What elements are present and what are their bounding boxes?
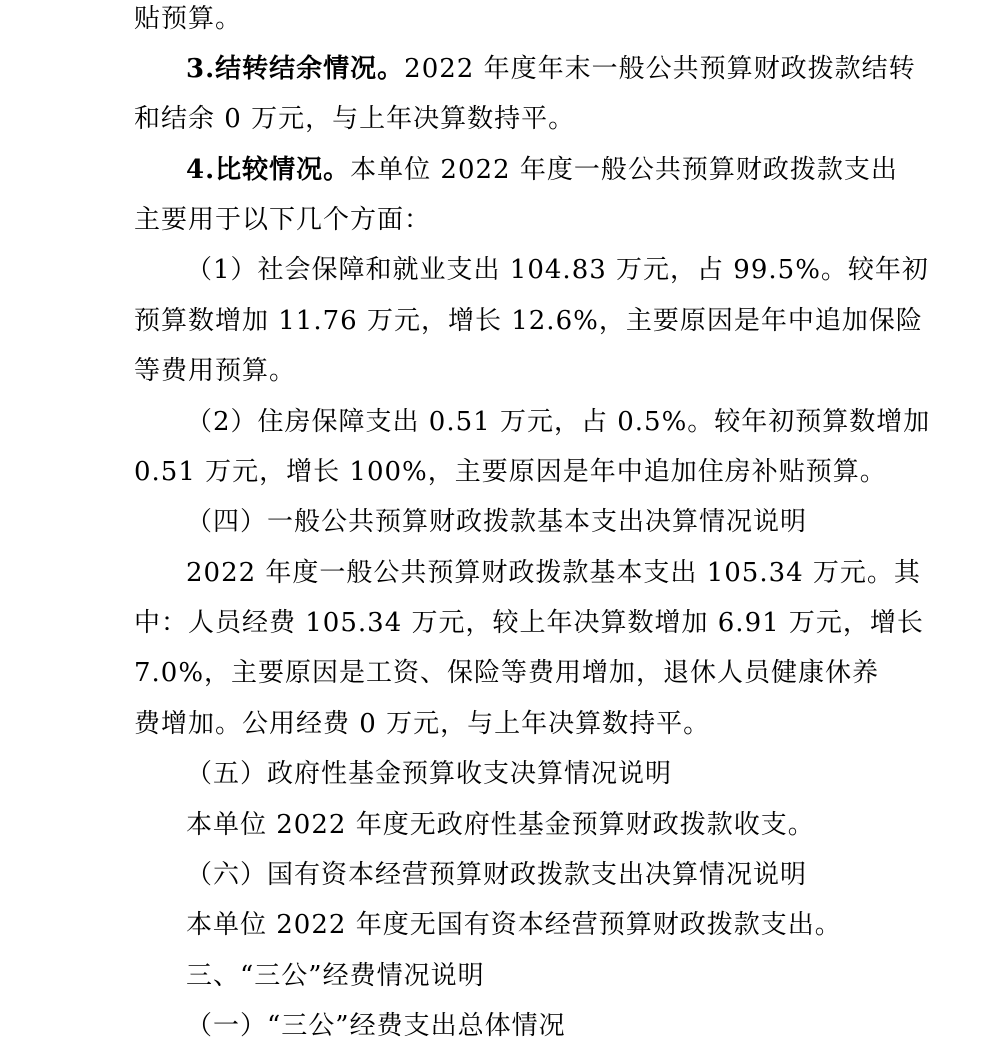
line-text: 费增加。公用经费 0 万元，与上年决算数持平。 — [134, 709, 711, 739]
line-text: 7.0%，主要原因是工资、保险等费用增加，退休人员健康休养 — [134, 658, 880, 688]
line-text: 本单位 2022 年度无政府性基金预算财政拨款收支。 — [186, 810, 815, 840]
text-line-12 — [0, 548, 1000, 598]
heading-text: （四）一般公共预算财政拨款基本支出决算情况说明 — [186, 507, 808, 537]
section-heading-5 — [0, 749, 1000, 799]
text-line-9 — [0, 397, 1000, 447]
chapter-heading-3 — [0, 951, 1000, 1001]
text-line-19 — [0, 900, 1000, 950]
line-text: 等费用预算。 — [134, 356, 297, 386]
line-text: 中：人员经费 105.34 万元，较上年决算数增加 6.91 万元，增长 — [134, 608, 924, 638]
heading-text: （六）国有资本经营预算财政拨款支出决算情况说明 — [186, 860, 808, 890]
text-line-1 — [0, 0, 1000, 44]
line-text: 主要用于以下几个方面： — [134, 205, 432, 235]
text-line-15 — [0, 699, 1000, 749]
section-heading-4 — [0, 497, 1000, 547]
line-text: 本单位 2022 年度无国有资本经营预算财政拨款支出。 — [186, 910, 842, 940]
line-text: 2022 年度年末一般公共预算财政拨款结转 — [404, 54, 916, 84]
text-line-10 — [0, 447, 1000, 497]
text-line-7 — [0, 296, 1000, 346]
section-heading-1 — [0, 1001, 1000, 1051]
heading-text: （一）“三公”经费支出总体情况 — [186, 1011, 566, 1041]
text-line-2 — [0, 44, 1000, 94]
text-line-17 — [0, 800, 1000, 850]
text-line-4 — [0, 145, 1000, 195]
line-text: （1）社会保障和就业支出 104.83 万元，占 99.5%。较年初 — [186, 255, 929, 285]
text-line-6 — [0, 245, 1000, 295]
heading-text: （五）政府性基金预算收支决算情况说明 — [186, 759, 673, 789]
section-lead-3: 3.结转结余情况。 — [186, 54, 405, 84]
section-lead-4: 4.比较情况。 — [186, 155, 351, 185]
line-text: 贴预算。 — [134, 4, 243, 34]
text-line-5 — [0, 195, 1000, 245]
text-line-8 — [0, 346, 1000, 396]
line-text: 和结余 0 万元，与上年决算数持平。 — [134, 104, 576, 134]
line-text: 预算数增加 11.76 万元，增长 12.6%，主要原因是年中追加保险 — [134, 306, 923, 336]
text-line-14 — [0, 648, 1000, 698]
line-text: 2022 年度一般公共预算财政拨款基本支出 105.34 万元。其 — [186, 558, 921, 588]
line-text: 本单位 2022 年度一般公共预算财政拨款支出 — [350, 155, 898, 185]
heading-text: 三、“三公”经费情况说明 — [186, 961, 485, 991]
line-text: （2）住房保障支出 0.51 万元，占 0.5%。较年初预算数增加 — [186, 407, 931, 437]
text-line-13 — [0, 598, 1000, 648]
text-line-3 — [0, 94, 1000, 144]
section-heading-6 — [0, 850, 1000, 900]
line-text: 0.51 万元，增长 100%，主要原因是年中追加住房补贴预算。 — [134, 457, 887, 487]
